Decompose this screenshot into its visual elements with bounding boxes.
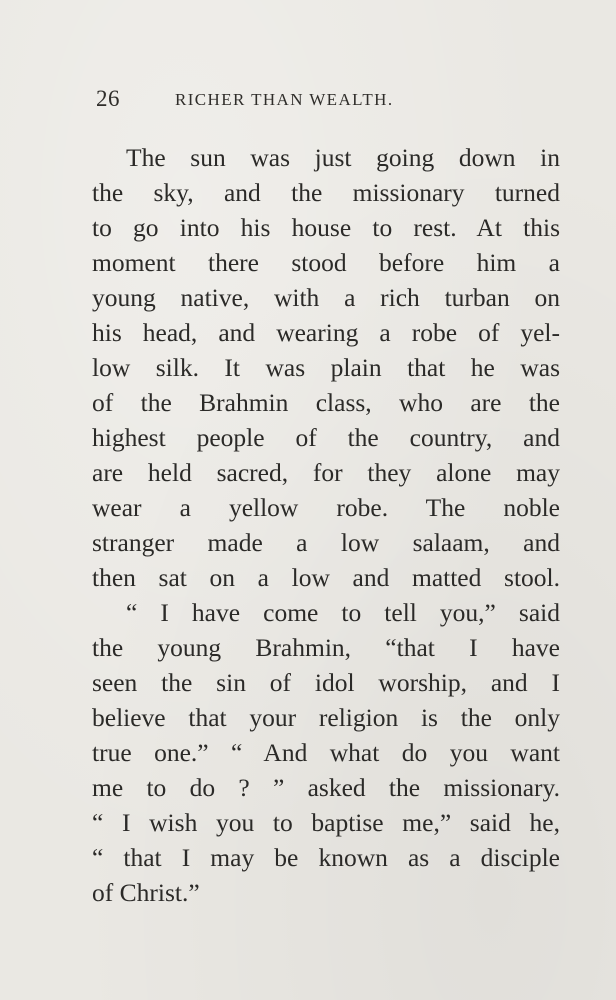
text-line: The sun was just going down in	[126, 143, 560, 172]
text-line: young native, with a rich turban on	[92, 283, 560, 312]
text-line: of the Brahmin class, who are the	[92, 388, 560, 417]
text-line: then sat on a low and matted stool.	[92, 563, 560, 592]
text-line: highest people of the country, and	[92, 423, 560, 452]
text-line: the young Brahmin, “that I have	[92, 633, 560, 662]
body-text	[92, 140, 560, 910]
text-line: “ that I may be known as a disciple	[92, 843, 560, 872]
page-number: 26	[96, 86, 120, 111]
text-line: seen the sin of idol worship, and I	[92, 668, 560, 697]
text-line: his head, and wearing a robe of yel-	[92, 318, 560, 347]
text-line: of Christ.”	[92, 878, 200, 907]
text-line: low silk. It was plain that he was	[92, 353, 560, 382]
text-line: are held sacred, for they alone may	[92, 458, 560, 487]
text-line: “ I have come to tell you,” said	[126, 598, 560, 627]
running-head	[96, 86, 496, 114]
text-line: “ I wish you to baptise me,” said he,	[92, 808, 560, 837]
text-line: stranger made a low salaam, and	[92, 528, 560, 557]
text-line: the sky, and the missionary turned	[92, 178, 560, 207]
text-line: me to do ? ” asked the missionary.	[92, 773, 560, 802]
text-line: to go into his house to rest. At this	[92, 213, 560, 242]
text-line: moment there stood before him a	[92, 248, 560, 277]
text-line: true one.” “ And what do you want	[92, 738, 560, 767]
running-title: RICHER THAN WEALTH.	[175, 90, 394, 109]
text-line: wear a yellow robe. The noble	[92, 493, 560, 522]
text-line: believe that your religion is the only	[92, 703, 560, 732]
